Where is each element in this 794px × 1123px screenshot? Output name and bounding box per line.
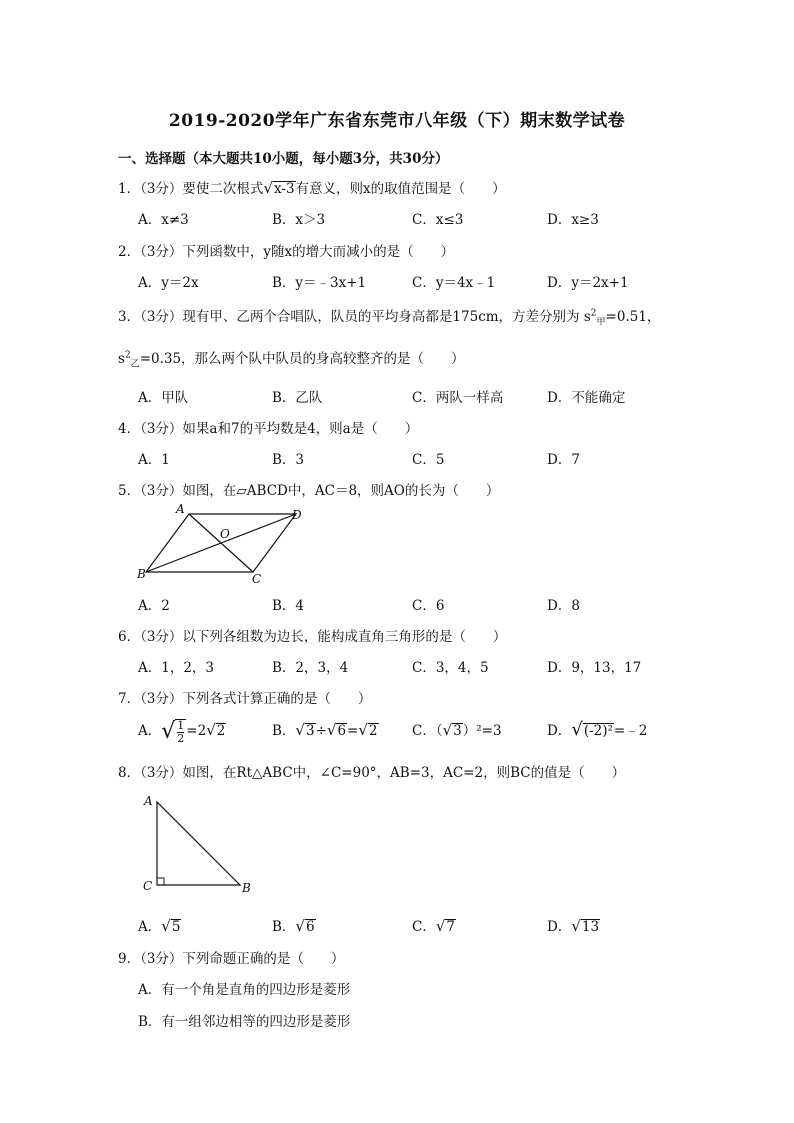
question-3-line-2 <box>118 347 465 370</box>
option-d[interactable]: D．√(-2)²=﹣2 <box>547 719 648 740</box>
option-c[interactable]: C．x≤3 <box>412 212 464 228</box>
option-d[interactable]: D．√13 <box>547 917 600 935</box>
option-a[interactable]: A．2 <box>138 598 170 614</box>
question-2: 2．（3分）下列函数中，y随x的增大而减小的是（ ） <box>118 244 455 260</box>
question-5: 5．（3分）如图，在▱ABCD中，AC＝8，则AO的长为（ ） <box>118 483 500 499</box>
option-d[interactable]: D．不能确定 <box>547 390 626 406</box>
option-b[interactable]: B．x＞3 <box>272 212 326 228</box>
label-b: B <box>137 567 146 581</box>
question-3-text: 3．（3分）现有甲、乙两个合唱队，队员的平均身高都是175cm，方差分别为 <box>118 309 580 325</box>
option-d[interactable]: D．x≥3 <box>547 212 599 228</box>
question-9: 9．（3分）下列命题正确的是（ ） <box>118 951 345 967</box>
label-a: A <box>176 502 185 516</box>
option-a[interactable]: A．y＝2x <box>138 275 199 291</box>
option-c[interactable]: C．两队一样高 <box>412 390 504 406</box>
section-heading: 一、选择题（本大题共10小题，每小题3分，共30分） <box>118 151 449 167</box>
question-8: 8．（3分）如图，在Rt△ABC中，∠C=90°，AB=3，AC=2，则BC的值是（ ） <box>118 765 626 781</box>
label-c: C <box>143 879 153 893</box>
question-6: 6．（3分）以下列各组数为边长，能构成直角三角形的是（ ） <box>118 629 507 645</box>
option-b[interactable]: B．乙队 <box>272 390 323 406</box>
option-d[interactable]: D．9，13，17 <box>547 660 642 676</box>
option-d[interactable]: D．8 <box>547 598 580 614</box>
option-a[interactable]: A．有一个角是直角的四边形是菱形 <box>138 982 351 998</box>
option-d[interactable]: D．y＝2x+1 <box>547 275 629 291</box>
variance-yi: $s^2_乙$ <box>118 350 140 370</box>
option-c[interactable]: C．（√3）²=3 <box>412 721 502 739</box>
right-triangle-figure <box>138 790 268 900</box>
option-a[interactable]: A．√ $\frac{1}{2}$ =2√2 <box>138 719 226 745</box>
option-c[interactable]: C．6 <box>412 598 445 614</box>
option-c[interactable]: C．y＝4x﹣1 <box>412 275 496 291</box>
label-b: B <box>242 881 251 895</box>
label-c: C <box>252 572 262 586</box>
option-a[interactable]: A．1，2，3 <box>138 660 215 676</box>
radical-sign: √ <box>263 179 273 197</box>
option-a[interactable]: A．x≠3 <box>138 212 189 228</box>
question-1 <box>118 177 506 197</box>
option-b[interactable]: B．y＝﹣3x+1 <box>272 275 367 291</box>
option-a[interactable]: A．1 <box>138 452 170 468</box>
question-3-line-1 <box>118 305 660 328</box>
option-b[interactable]: B．2，3，4 <box>272 660 349 676</box>
question-4: 4．（3分）如果a和7的平均数是4，则a是（ ） <box>118 421 419 437</box>
diagonal-bd <box>146 514 296 572</box>
option-b[interactable]: B．√3÷√6=√2 <box>272 721 378 739</box>
option-b[interactable]: B．4 <box>272 598 305 614</box>
option-c[interactable]: C．3，4，5 <box>412 660 489 676</box>
option-b[interactable]: B．3 <box>272 452 305 468</box>
variance-jia: $s^2_甲=0.51$， <box>583 308 661 328</box>
label-d: D <box>292 508 302 522</box>
question-3-text-2: =0.35，那么两个队中队员的身高较整齐的是（ ） <box>139 351 465 367</box>
radicand: x-3 <box>274 181 295 197</box>
option-a[interactable]: A．甲队 <box>138 390 189 406</box>
page-title: 2019-2020学年广东省东莞市八年级（下）期末数学试卷 <box>168 111 626 131</box>
option-d[interactable]: D．7 <box>547 452 580 468</box>
option-b[interactable]: B．√6 <box>272 917 315 935</box>
triangle-abc <box>157 802 240 885</box>
option-b[interactable]: B．有一组邻边相等的四边形是菱形 <box>138 1014 351 1030</box>
parallelogram-figure <box>134 500 314 586</box>
option-a[interactable]: A．√5 <box>138 917 181 935</box>
right-angle-mark <box>157 878 164 885</box>
question-7: 7．（3分）下列各式计算正确的是（ ） <box>118 691 372 707</box>
option-c[interactable]: C．5 <box>412 452 445 468</box>
label-a: A <box>144 794 153 808</box>
option-c[interactable]: C．√7 <box>412 917 455 935</box>
label-o: O <box>220 527 230 541</box>
question-1-prefix: 1．（3分）要使二次根式 <box>118 181 264 197</box>
question-1-suffix: 有意义，则x的取值范围是（ ） <box>295 181 506 197</box>
